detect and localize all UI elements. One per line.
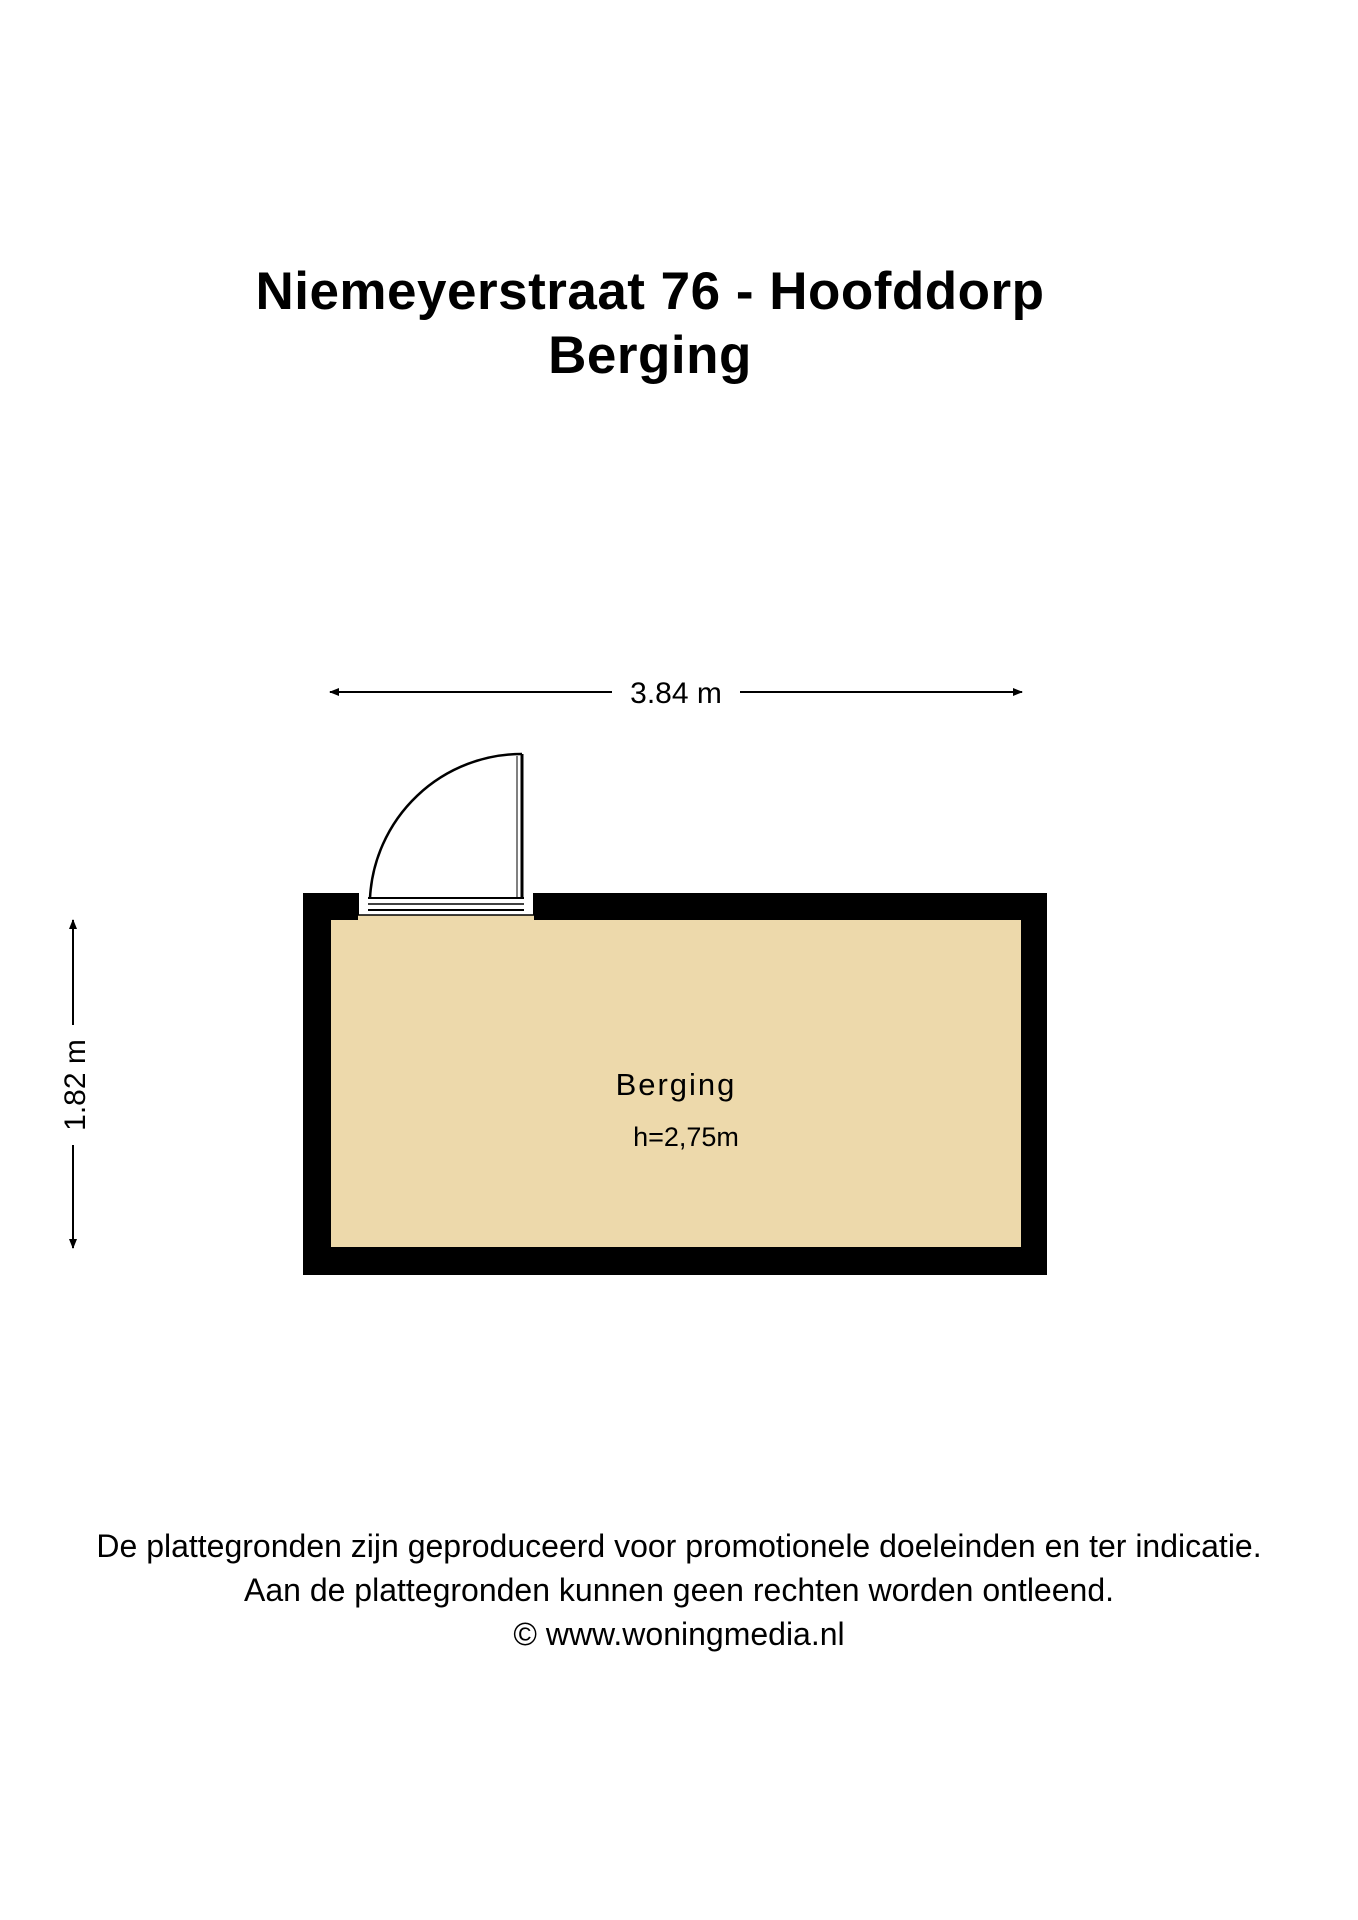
depth-dimension-label: 1.82 m: [59, 1039, 92, 1131]
copyright-line: © www.woningmedia.nl: [513, 1616, 845, 1652]
depth-dimension: [59, 920, 92, 1248]
width-dimension: [330, 677, 1022, 710]
plan-title-address: Niemeyerstraat 76 - Hoofddorp: [255, 262, 1045, 321]
disclaimer-line-2: Aan de plattegronden kunnen geen rechten worden ontleend.: [243, 1572, 1114, 1608]
width-dimension-label: 3.84 m: [630, 677, 722, 710]
room-berging: [303, 754, 1047, 1275]
room-height-label: h=2,75m: [633, 1122, 739, 1152]
room-label: Berging: [615, 1067, 737, 1102]
door-swing-arc: [370, 754, 522, 898]
disclaimer-line-1: De plattegronden zijn geproduceerd voor promotionele doeleinden en ter indicatie.: [96, 1528, 1262, 1564]
plan-title-floor: Berging: [548, 326, 752, 385]
door-threshold-floor: [358, 915, 534, 921]
